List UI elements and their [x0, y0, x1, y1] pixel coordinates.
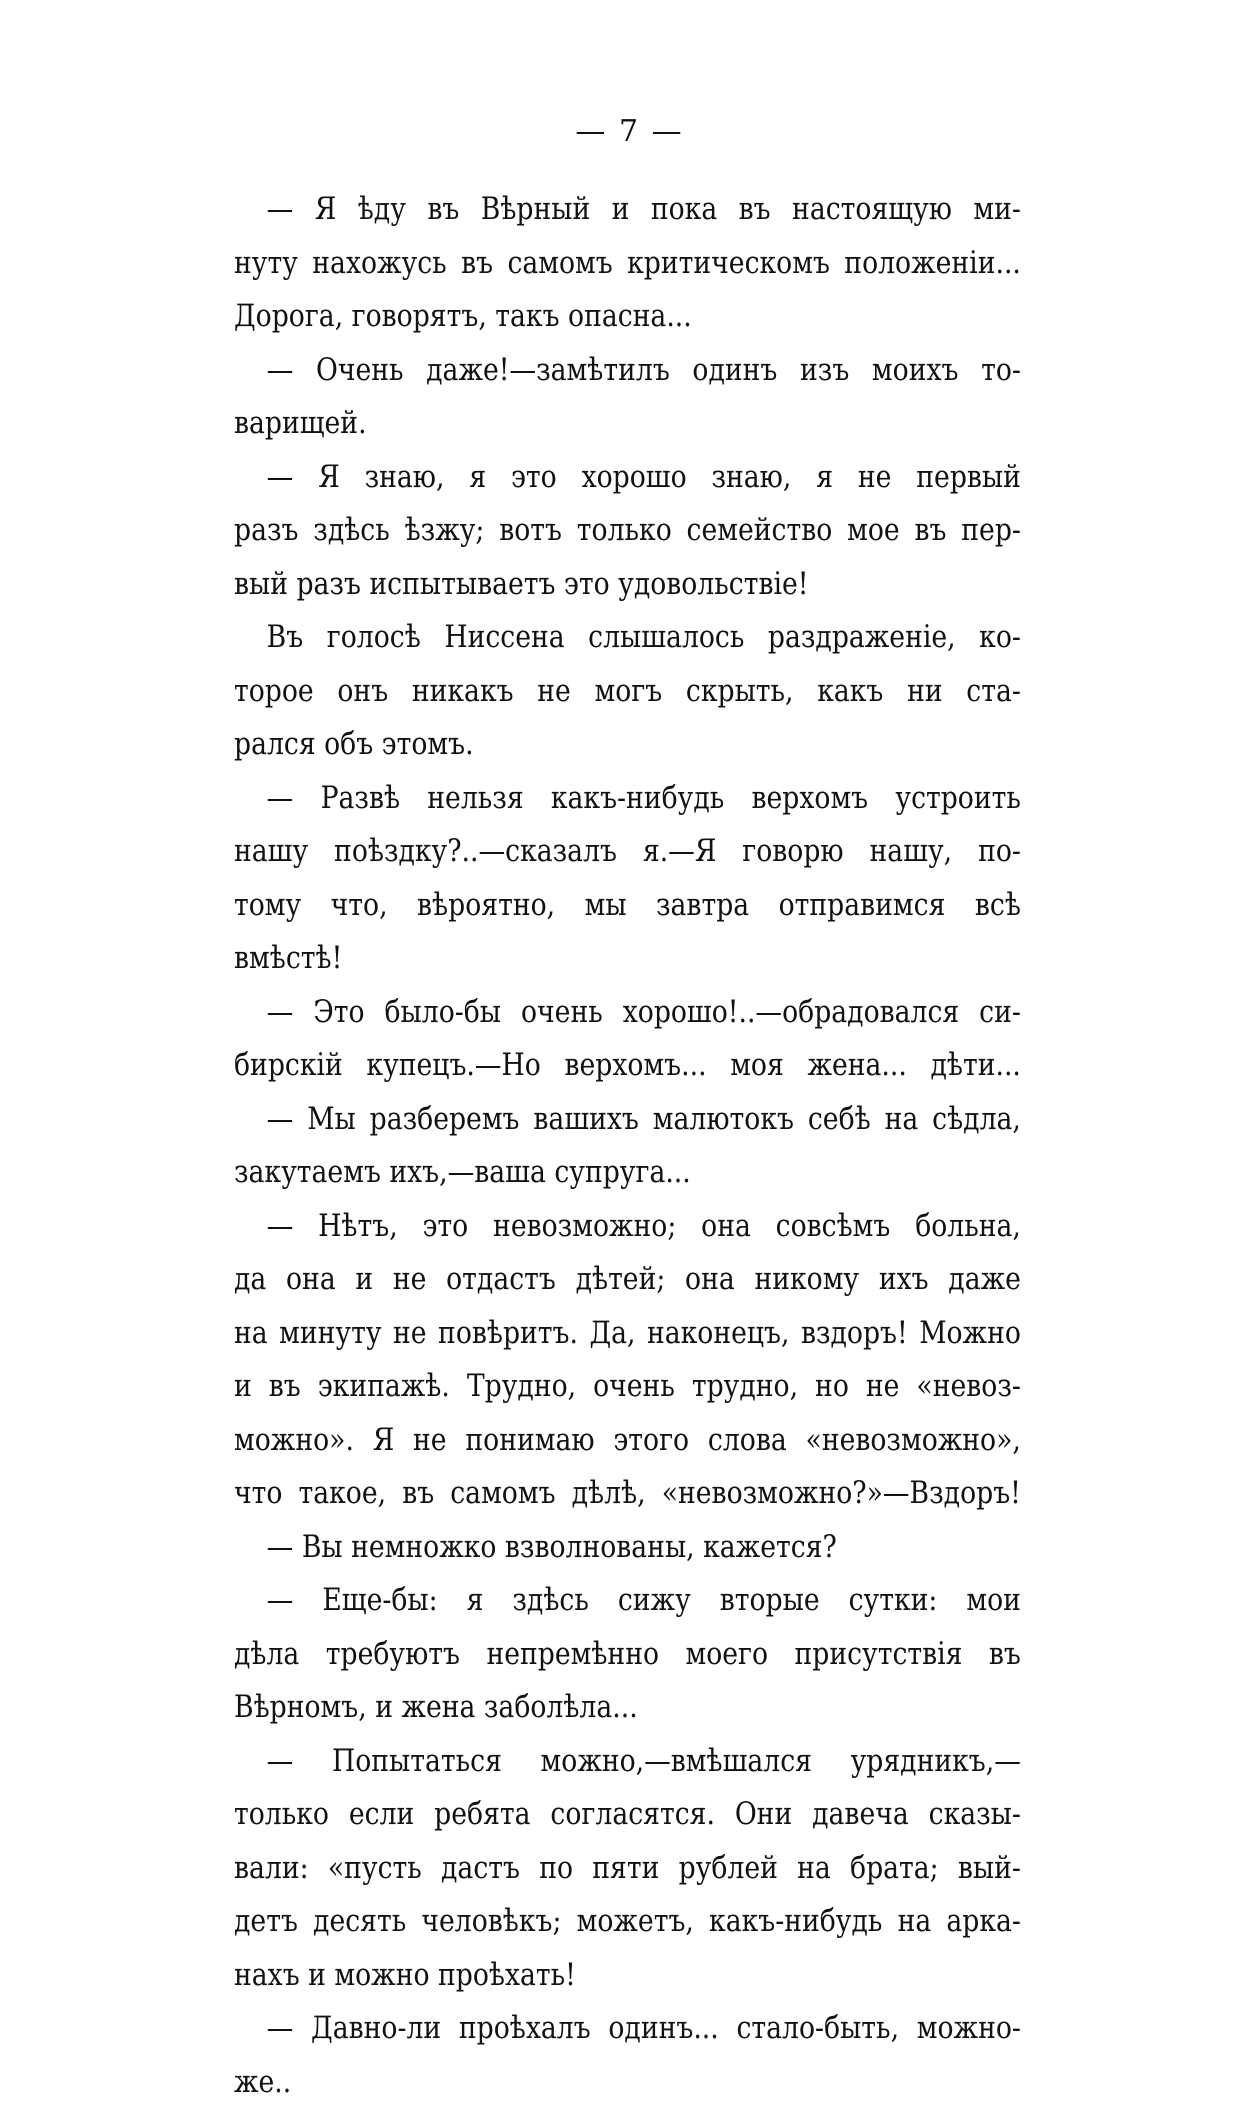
- text-line: что такое, въ самомъ дѣлѣ, «невозможно?»—Вздоръ!: [234, 1467, 1021, 1521]
- text-line: Въ голосѣ Ниссена слышалось раздраженіе, ко-: [234, 611, 1021, 665]
- text-line: нуту нахожусь въ самомъ критическомъ положеніи...: [234, 237, 1021, 291]
- text-line: тому что, вѣроятно, мы завтра отправимся всѣ: [234, 879, 1021, 933]
- text-line: дѣла требуютъ непремѣнно моего присутствія въ: [234, 1628, 1021, 1682]
- text-line: — Попытаться можно,—вмѣшался урядникъ,—: [234, 1735, 1021, 1789]
- text-line: же..: [234, 2056, 1021, 2109]
- text-line: — Очень даже!—замѣтилъ одинъ изъ моихъ то-: [234, 344, 1021, 398]
- text-line: вмѣстѣ!: [234, 932, 1021, 986]
- text-line: можно». Я не понимаю этого слова «невозможно»,: [234, 1414, 1021, 1468]
- text-line: Вѣрномъ, и жена заболѣла...: [234, 1681, 1021, 1735]
- page-number: — 7 —: [0, 112, 1259, 152]
- text-line: вали: «пусть дастъ по пяти рублей на брата; вый-: [234, 1842, 1021, 1896]
- text-line: — Еще-бы: я здѣсь сижу вторые сутки: мои: [234, 1574, 1021, 1628]
- body-text: [234, 183, 1021, 2109]
- text-line: — Это было-бы очень хорошо!..—обрадовался си-: [234, 986, 1021, 1040]
- text-line: нашу поѣздку?..—сказалъ я.—Я говорю нашу, по-: [234, 825, 1021, 879]
- text-line: Дорога, говорятъ, такъ опасна...: [234, 290, 1021, 344]
- text-line: и въ экипажѣ. Трудно, очень трудно, но не «невоз-: [234, 1360, 1021, 1414]
- text-line: — Нѣтъ, это невозможно; она совсѣмъ больна,: [234, 1200, 1021, 1254]
- text-line: разъ здѣсь ѣзжу; вотъ только семейство мое въ пер-: [234, 504, 1021, 558]
- text-line: варищей.: [234, 397, 1021, 451]
- text-line: — Давно-ли проѣхалъ одинъ... стало-быть, можно-: [234, 2002, 1021, 2056]
- text-line: только если ребята согласятся. Они давеча сказы-: [234, 1788, 1021, 1842]
- text-line: нахъ и можно проѣхать!: [234, 1949, 1021, 2003]
- text-line: на минуту не повѣритъ. Да, наконецъ, вздоръ! Можно: [234, 1307, 1021, 1361]
- text-line: — Развѣ нельзя какъ-нибудь верхомъ устроить: [234, 772, 1021, 826]
- text-line: детъ десять человѣкъ; можетъ, какъ-нибудь на арка-: [234, 1895, 1021, 1949]
- text-line: бирскій купецъ.—Но верхомъ... моя жена... дѣти...: [234, 1039, 1021, 1093]
- text-line: торое онъ никакъ не могъ скрыть, какъ ни ста-: [234, 665, 1021, 719]
- text-line: закутаемъ ихъ,—ваша супруга...: [234, 1146, 1021, 1200]
- text-line: — Я ѣду въ Вѣрный и пока въ настоящую ми-: [234, 183, 1021, 237]
- text-line: вый разъ испытываетъ это удовольствіе!: [234, 558, 1021, 612]
- text-line: рался объ этомъ.: [234, 718, 1021, 772]
- text-line: — Я знаю, я это хорошо знаю, я не первый: [234, 451, 1021, 505]
- text-line: — Мы разберемъ вашихъ малютокъ себѣ на сѣдла,: [234, 1093, 1021, 1147]
- text-line: да она и не отдастъ дѣтей; она никому ихъ даже: [234, 1253, 1021, 1307]
- text-line: — Вы немножко взволнованы, кажется?: [234, 1521, 1021, 1575]
